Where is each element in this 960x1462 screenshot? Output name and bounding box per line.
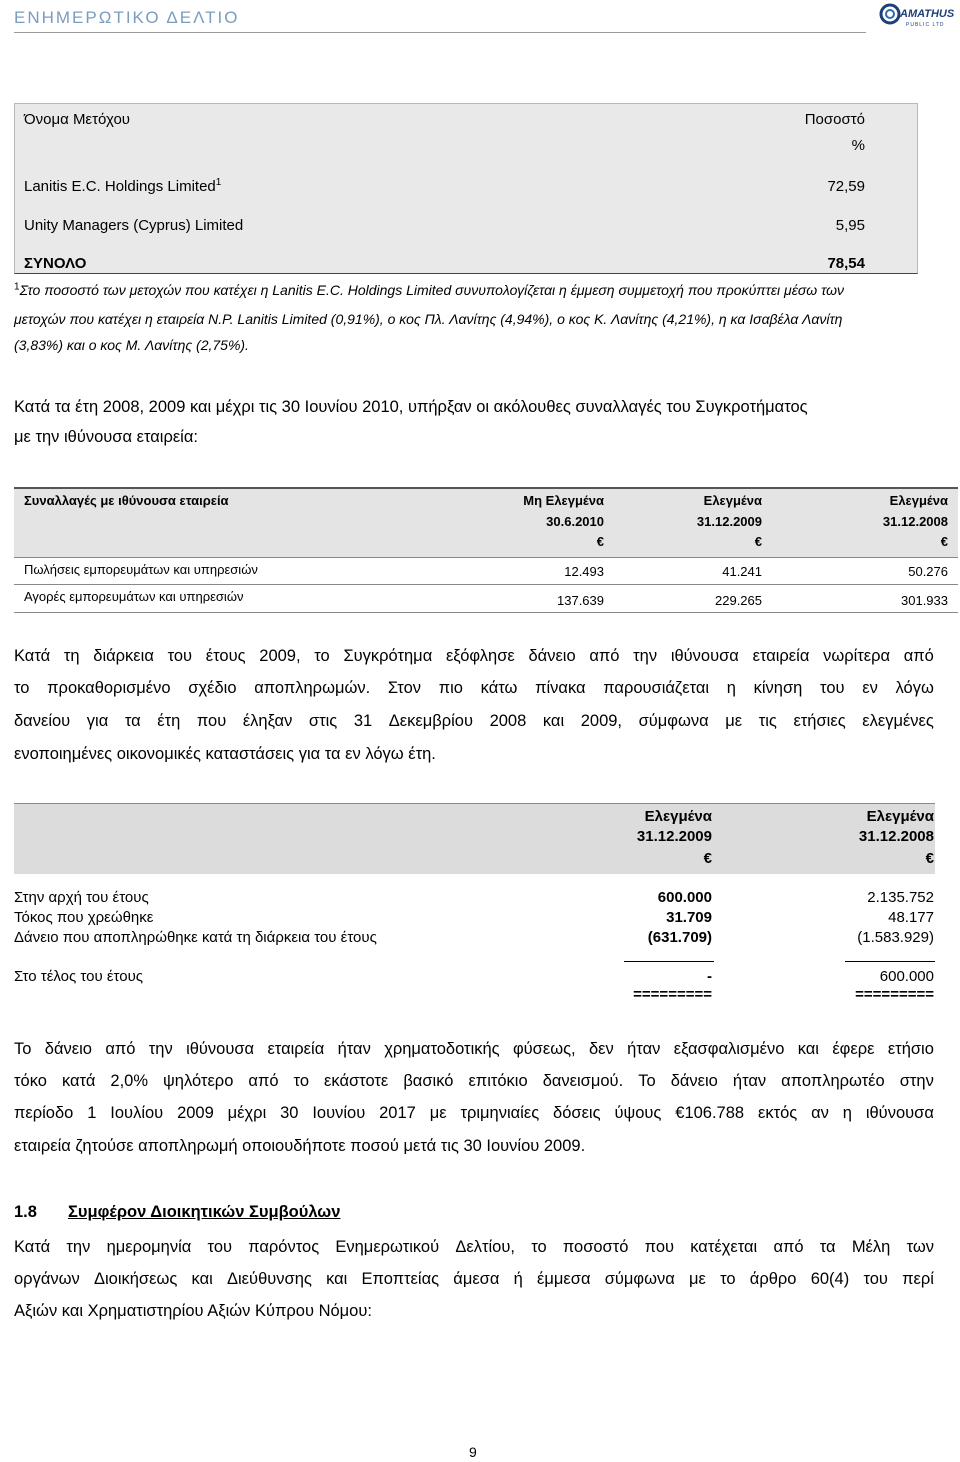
transactions-col-label: Ελεγμένα bbox=[703, 493, 762, 508]
paragraph-3-line-2: τόκο κατά 2,0% ψηλότερο από το εκάστοτε βασικό επιτόκιο δανεισμού. Το δάνειο ήταν αποπληρωτέο στην bbox=[14, 1072, 934, 1090]
transactions-col-date: 31.12.2008 bbox=[882, 514, 948, 529]
shareholder-name-header: Όνομα Μετόχου bbox=[24, 111, 131, 128]
shareholder-row-name: Unity Managers (Cyprus) Limited bbox=[24, 217, 244, 234]
shareholder-pct-unit: % bbox=[851, 137, 865, 154]
shareholder-row-pct: 72,59 bbox=[827, 178, 865, 195]
loan-col-currency: € bbox=[703, 850, 712, 867]
loan-row-value: 31.709 bbox=[666, 909, 712, 926]
header-divider bbox=[14, 32, 866, 33]
footnote-line-3: (3,83%) και ο κος Μ. Λανίτης (2,75%). bbox=[14, 337, 249, 353]
section-title: Συμφέρον Διοικητικών Συμβούλων bbox=[68, 1203, 341, 1221]
paragraph-2-line-3: δανείου για τα έτη που έληξαν στις 31 Δεκεμβρίου 2008 και 2009, σύμφωνα με τις ετήσιες ελεγμένες bbox=[14, 712, 934, 730]
transactions-col-date: 30.6.2010 bbox=[546, 514, 604, 529]
double-underline: ========= bbox=[633, 986, 712, 1003]
shareholder-pct-header: Ποσοστό bbox=[804, 111, 865, 128]
loan-row-label: Τόκος που χρεώθηκε bbox=[14, 909, 154, 926]
loan-col-currency: € bbox=[925, 850, 934, 867]
paragraph-2-line-4: ενοποιημένες οικονομικές καταστάσεις για τα εν λόγω έτη. bbox=[14, 745, 436, 763]
transactions-row-value: 41.241 bbox=[722, 564, 762, 579]
loan-col-date: 31.12.2009 bbox=[636, 828, 712, 845]
loan-row-value: (1.583.929) bbox=[857, 929, 934, 946]
loan-col-date: 31.12.2008 bbox=[858, 828, 934, 845]
paragraph-3-line-1: Το δάνειο από την ιθύνουσα εταιρεία ήταν χρηματοδοτικής φύσεως, δεν ήταν εξασφαλισμένο και έφερε ετήσιο bbox=[14, 1040, 934, 1058]
loan-row-label: Δάνειο που αποπληρώθηκε κατά τη διάρκεια του έτους bbox=[14, 929, 377, 946]
loan-row-value: (631.709) bbox=[647, 929, 712, 946]
transactions-row-label: Πωλήσεις εμπορευμάτων και υπηρεσιών bbox=[24, 562, 258, 577]
loan-col-label: Ελεγμένα bbox=[644, 808, 712, 825]
table-row-divider bbox=[14, 584, 958, 585]
paragraph-3-line-4: εταιρεία ζητούσε αποπληρωμή οποιουδήποτε ποσού μετά τις 30 Ιουνίου 2009. bbox=[14, 1137, 586, 1155]
paragraph-3-line-3: περίοδο 1 Ιουλίου 2009 μέχρι 30 Ιουνίου 2017 με τριμηνιαίες δόσεις ύψους €106.788 εκτός αν η ιθύνουσα bbox=[14, 1104, 934, 1122]
document-header-title: ΕΝΗΜΕΡΩΤΙΚΟ ΔΕΛΤΙΟ bbox=[14, 8, 240, 27]
loan-row-value: 600.000 bbox=[657, 889, 712, 906]
transactions-col-label: Ελεγμένα bbox=[889, 493, 948, 508]
loan-col-label: Ελεγμένα bbox=[866, 808, 934, 825]
paragraph-1-line-1: Κατά τα έτη 2008, 2009 και μέχρι τις 30 Ιουνίου 2010, υπήρξαν οι ακόλουθες συναλλαγές του Συγκροτήματος bbox=[14, 398, 808, 416]
transactions-col-currency: € bbox=[596, 534, 604, 549]
transactions-row-value: 301.933 bbox=[901, 593, 948, 608]
loan-row-value: 48.177 bbox=[888, 909, 934, 926]
paragraph-2-line-2: το προκαθορισμένο σχέδιο αποπληρωμών. Στον πιο κάτω πίνακα παρουσιάζεται η κίνηση του εν λόγω bbox=[14, 679, 934, 697]
paragraph-4-line-1: Κατά την ημερομηνία του παρόντος Ενημερωτικού Δελτίου, το ποσοστό που κατέχεται από τα Μέλη των bbox=[14, 1238, 934, 1256]
transactions-row-value: 137.639 bbox=[557, 593, 604, 608]
paragraph-4-line-3: Αξιών και Χρηματιστηρίου Αξιών Κύπρου Νόμου: bbox=[14, 1302, 372, 1320]
footnote-line-1: $^1$Στο ποσοστό των μετοχών που κατέχει η Lanitis E.C. Holdings Limited συνυπολογίζεται η έμμεση συμμετοχή που προκύπτει μέσω των bbox=[14, 281, 845, 298]
loan-end-value: 600.000 bbox=[879, 968, 934, 985]
transactions-row-value: 229.265 bbox=[715, 593, 762, 608]
paragraph-4-line-2: οργάνων Διοικήσεως και Διεύθυνσης και Εποπτείας άμεσα ή έμμεσα σύμφωνα με το άρθρο 60(4) του περί bbox=[14, 1270, 934, 1288]
logo-subtext: PUBLIC LTD bbox=[906, 22, 945, 28]
loan-end-label: Στο τέλος του έτους bbox=[14, 968, 144, 985]
section-number: 1.8 bbox=[14, 1203, 37, 1221]
transactions-col-date: 31.12.2009 bbox=[696, 514, 762, 529]
transactions-col-currency: € bbox=[754, 534, 762, 549]
double-underline: ========= bbox=[855, 986, 934, 1003]
page-number: 9 bbox=[469, 1444, 477, 1460]
transactions-col-label: Μη Ελεγμένα bbox=[523, 493, 604, 508]
logo-text: AMATHUS bbox=[900, 8, 955, 20]
table-row-divider bbox=[14, 612, 958, 613]
loan-end-value: - bbox=[707, 968, 712, 985]
transactions-row-label: Αγορές εμπορευμάτων και υπηρεσιών bbox=[24, 589, 244, 604]
shareholder-row-name: Lanitis E.C. Holdings Limited$^1$ bbox=[24, 177, 222, 195]
subtotal-underline bbox=[845, 961, 935, 962]
footnote-line-2: μετοχών που κατέχει η εταιρεία N.P. Lanitis Limited (0,91%), ο κος Πλ. Λανίτης (4,94%), ο κος Κ. Λανίτης (4,21%), η κα Ισαβέλα Λανίτη bbox=[14, 311, 843, 327]
loan-table-header bbox=[14, 803, 935, 874]
loan-row-label: Στην αρχή του έτους bbox=[14, 889, 149, 906]
loan-row-value: 2.135.752 bbox=[867, 889, 934, 906]
paragraph-2-line-1: Κατά τη διάρκεια του έτους 2009, το Συγκρότημα εξόφλησε δάνειο από την ιθύνουσα εταιρεία νωρίτερα από bbox=[14, 647, 934, 665]
paragraph-1-line-2: με την ιθύνουσα εταιρεία: bbox=[14, 428, 198, 446]
transactions-row-value: 12.493 bbox=[564, 564, 604, 579]
shareholder-total-label: ΣΥΝΟΛΟ bbox=[24, 255, 87, 272]
transactions-table-title: Συναλλαγές με ιθύνουσα εταιρεία bbox=[24, 493, 229, 508]
shareholder-total-value: 78,54 bbox=[827, 255, 865, 272]
subtotal-underline bbox=[624, 961, 714, 962]
transactions-row-value: 50.276 bbox=[908, 564, 948, 579]
shareholder-row-pct: 5,95 bbox=[835, 217, 865, 234]
transactions-col-currency: € bbox=[940, 534, 948, 549]
